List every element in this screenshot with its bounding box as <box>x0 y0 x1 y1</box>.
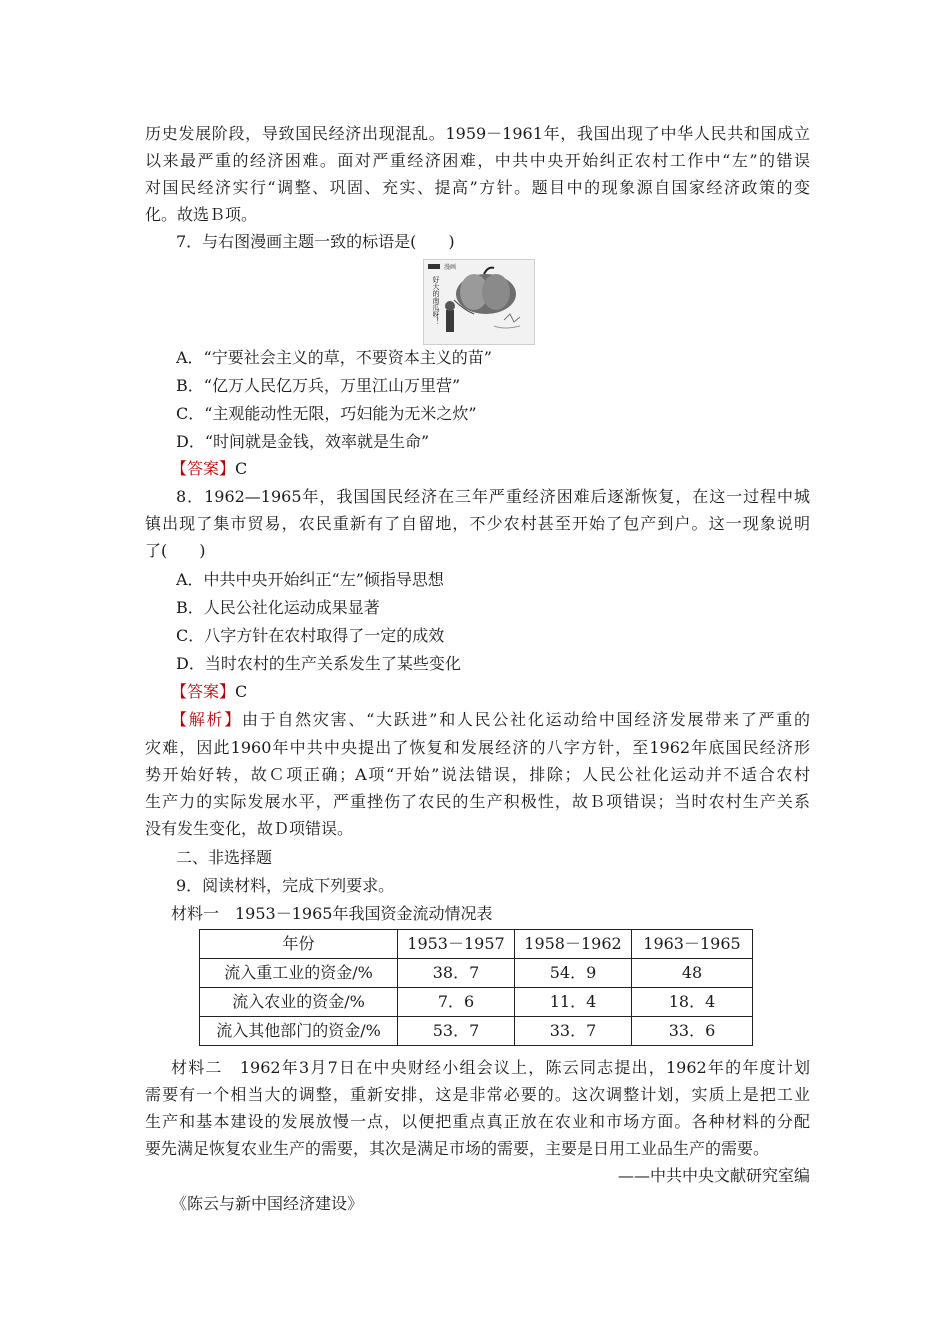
intro-line-4: 化。故选Ｂ项。 <box>145 205 258 224</box>
q8-analysis-first-line <box>171 710 810 730</box>
intro-line-2: 以来最严重的经济困难。面对严重经济困难，中共中央开始纠正农村工作中“左”的错误 <box>145 151 810 170</box>
q8-stem-line-3: 了( ) <box>145 541 206 560</box>
table-cell: 54．9 <box>515 959 632 988</box>
q8-option-b: B．人民公社化运动成果显著 <box>176 598 380 617</box>
q8-option-d: D．当时农村的生产关系发生了某些变化 <box>176 654 461 673</box>
q7-answer-value: C <box>235 459 248 478</box>
material2-line-4: 要先满足恢复农业生产的需要，其次是满足市场的需要，主要是日用工业品生产的需要。 <box>145 1139 770 1158</box>
table-cell: 18．4 <box>632 988 753 1017</box>
q8-analysis-line-3: 势开始好转，故Ｃ项正确；A项“开始”说法错误，排除；人民公社化运动并不适合农村 <box>145 765 810 784</box>
table-cell: 33．7 <box>515 1017 632 1046</box>
table-header-cell: 年份 <box>200 930 398 959</box>
intro-line-1: 历史发展阶段，导致国民经济出现混乱。1959－1961年，我国出现了中华人民共和国成立 <box>145 124 810 143</box>
material2-line-1: 材料二 1962年3月7日在中央财经小组会议上，陈云同志提出，1962年的年度计划 <box>171 1058 810 1077</box>
table-row <box>200 1017 753 1046</box>
table-cell: 7．6 <box>398 988 515 1017</box>
table-cell: 38．7 <box>398 959 515 988</box>
q7-stem: 7．与右图漫画主题一致的标语是( ) <box>176 232 455 251</box>
q8-analysis-line-5: 没有发生变化，故Ｄ项错误。 <box>145 819 354 838</box>
table-cell: 33．6 <box>632 1017 753 1046</box>
cartoon-tag: 漫画 <box>444 264 457 271</box>
q7-option-d: D．“时间就是金钱，效率就是生命” <box>176 432 430 451</box>
table-row <box>200 959 753 988</box>
table-header-cell: 1953－1957 <box>398 930 515 959</box>
table-row <box>200 988 753 1017</box>
intro-line-3: 对国民经济实行“调整、巩固、充实、提高”方针。题目中的现象源自国家经济政策的变 <box>145 178 810 197</box>
table-cell: 48 <box>632 959 753 988</box>
table-header-cell: 1963－1965 <box>632 930 753 959</box>
q8-analysis-first: 由于自然灾害、“大跃进”和人民公社化运动给中国经济发展带来了严重的 <box>241 710 810 729</box>
material2-line-3: 生产和基本建设的发展放慢一点，以便把重点真正放在农业和市场方面。各种材料的分配 <box>145 1112 810 1131</box>
q8-answer <box>171 682 836 702</box>
q8-analysis-line-4: 生产力的实际发展水平，严重挫伤了农民的生产积极性，故Ｂ项错误；当时农村生产关系 <box>145 792 810 811</box>
q8-option-c: C．八字方针在农村取得了一定的成效 <box>176 626 445 645</box>
q8-answer-value: C <box>235 682 248 701</box>
cartoon-caption: 好大的南瓜呀！ <box>432 276 440 325</box>
material2-line-2: 需要有一个相当大的调整，重新安排，这是非常必要的。这次调整计划，实质上是把工业 <box>145 1085 810 1104</box>
q8-stem-line-2: 镇出现了集市贸易，农民重新有了自留地，不少农村甚至开始了包产到户。这一现象说明 <box>145 514 810 533</box>
q8-analysis-label: 【解析】 <box>171 710 242 729</box>
table-cell: 11．4 <box>515 988 632 1017</box>
q7-option-c: C．“主观能动性无限，巧妇能为无米之炊” <box>176 404 477 423</box>
q8-answer-label: 【答案】 <box>171 682 236 701</box>
material1-title: 材料一 1953－1965年我国资金流动情况表 <box>171 904 493 923</box>
cartoon-image <box>423 259 535 345</box>
section-title: 二、非选择题 <box>176 848 273 867</box>
material2-book: 《陈云与新中国经济建设》 <box>171 1194 364 1213</box>
material2-source: ——中共中央文献研究室编 <box>617 1166 810 1185</box>
capital-flow-table <box>199 929 753 1046</box>
table-cell: 流入农业的资金/% <box>200 988 398 1017</box>
q8-stem-line-1: 8．1962—1965年，我国国民经济在三年严重经济困难后逐渐恢复，在这一过程中城 <box>176 487 810 506</box>
q8-analysis-line-2: 灾难，因此1960年中共中央提出了恢复和发展经济的八字方针，至1962年底国民经济形 <box>145 738 810 757</box>
table-cell: 流入重工业的资金/% <box>200 959 398 988</box>
table-cell: 流入其他部门的资金/% <box>200 1017 398 1046</box>
q7-answer <box>171 459 836 479</box>
q9-stem: 9．阅读材料，完成下列要求。 <box>176 876 395 895</box>
q7-option-a: A．“宁要社会主义的草，不要资本主义的苗” <box>176 348 492 367</box>
table-cell: 53．7 <box>398 1017 515 1046</box>
q8-option-a: A．中共中央开始纠正“左”倾指导思想 <box>176 570 444 589</box>
q7-option-b: B．“亿万人民亿万兵，万里江山万里营” <box>176 376 461 395</box>
table-header-cell: 1958－1962 <box>515 930 632 959</box>
pumpkin-cartoon-illustration <box>424 260 534 344</box>
table-header-row <box>200 930 753 959</box>
q7-answer-label: 【答案】 <box>171 459 236 478</box>
